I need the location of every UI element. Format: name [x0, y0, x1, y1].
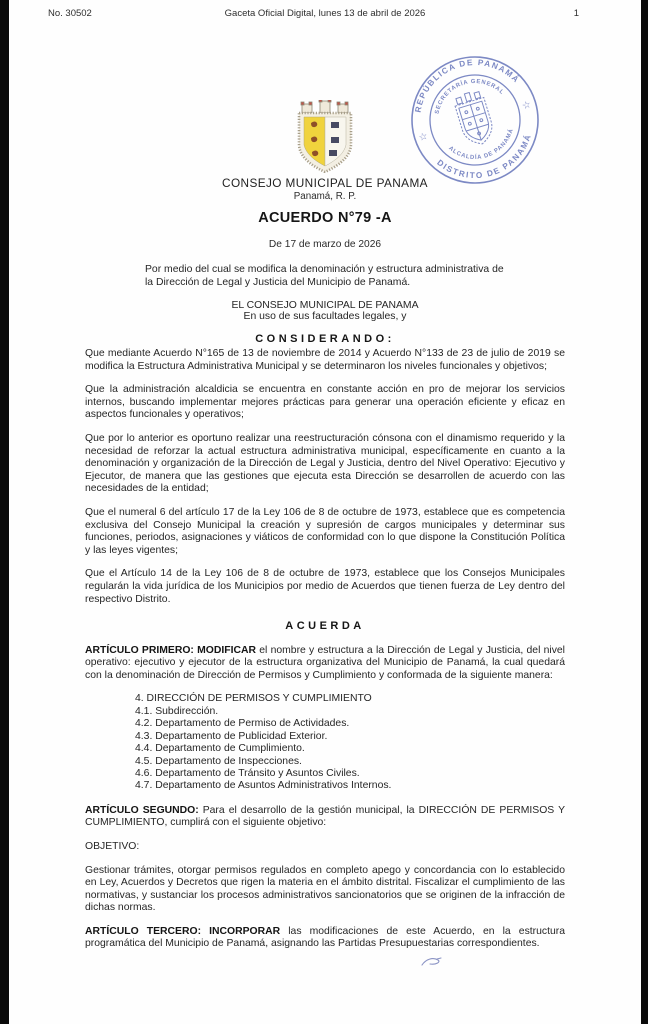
- document-page: [9, 0, 641, 1024]
- articulo-tercero: [85, 926, 565, 951]
- list-item: 4.3. Departamento de Publicidad Exterior.: [135, 730, 328, 742]
- acuerdo-title: ACUERDO N°79 -A: [258, 210, 392, 226]
- objetivo-text: Gestionar trámites, otorgar permisos regulados en completo apego y concordancia con lo establecido en Ley, Acuerdos y Decretos que rigen la materia en el ámbito distrital. Fiscalizar el cumplimiento de las normativas, y sustanciar los procesos administrativos sancionatorios que se originen de la infracción de dichas normas.: [85, 864, 565, 914]
- considerando-paragraph: Que el numeral 6 del artículo 17 de la Ley 106 de 8 de octubre de 1973, establece que es competencia exclusiva del Consejo Municipal la creación y supresión de cargos municipales y determinar sus funciones, periodos, asignaciones y viáticos de conformidad con lo que dispone la Constitución Política y las leyes vigentes;: [85, 506, 565, 556]
- coat-of-arms-icon: [295, 100, 355, 173]
- list-item: 4.1. Subdirección.: [135, 705, 219, 717]
- powers-line: En uso de sus facultades legales, y: [243, 311, 407, 322]
- document-body: [85, 348, 565, 973]
- acuerda-heading: ACUERDA: [285, 620, 365, 633]
- seal-star-right-icon: ☆: [520, 99, 533, 113]
- handwritten-initial-icon: [419, 956, 445, 968]
- list-item: 4.6. Departamento de Tránsito y Asuntos Civiles.: [135, 767, 360, 779]
- council-line: EL CONSEJO MUNICIPAL DE PANAMA: [231, 300, 419, 311]
- articulo-primero-text: el nombre y estructura a la Dirección de Legal y Justicia, del nivel operativo: ejecutivo y ejecutor de la estructura organizativa del Municipio de Panamá, la cual quedará con la denominación de Dirección de Permisos y Cumplimiento y conformada de la siguiente manera:: [85, 644, 565, 681]
- list-item: 4.4. Departamento de Cumplimiento.: [135, 743, 305, 755]
- seal-text-outer-bottom: DISTRITO DE PANAMÁ: [435, 132, 534, 181]
- title-block: [9, 210, 641, 345]
- estructura-list: [135, 693, 565, 792]
- seal-star-left-icon: ☆: [417, 130, 430, 144]
- page-number: 1: [573, 8, 579, 19]
- acuerdo-subject: Por medio del cual se modifica la denominación y estructura administrativa de la Dirección de Legal y Justicia del Municipio de Panamá.: [145, 264, 504, 288]
- letterhead: [9, 100, 641, 202]
- articulo-tercero-label: ARTÍCULO TERCERO: INCORPORAR: [85, 925, 281, 937]
- signature-row: [85, 956, 565, 973]
- gazette-title: Gaceta Oficial Digital, lunes 13 de abril de 2026: [224, 8, 426, 19]
- considerando-paragraph: Que el Artículo 14 de la Ley 106 de 8 de octubre de 1973, establece que los Consejos Municipales regularán la vida jurídica de los Municipios por medio de Acuerdos que tienen fuerza de Ley dentro del respectivo Distrito.: [85, 568, 565, 605]
- considerando-paragraph: Que por lo anterior es oportuno realizar una reestructuración cónsona con el dinamismo requerido y la necesidad de reforzar la actual estructura administrativa municipal, específicamente en cuanto a la denominación y organización de la Dirección de Legal y Justicia, dentro del Nivel Operativo: Ejecutivo y Ejecutor, de manera que las gestiones que ejecuta esta Dirección se desarrollen de acuerdo con las necesidades de la entidad;: [85, 432, 565, 495]
- articulo-segundo-label: ARTÍCULO SEGUNDO:: [85, 804, 199, 816]
- articulo-segundo-text: Para el desarrollo de la gestión municipal, la DIRECCIÓN DE PERMISOS Y CUMPLIMIENTO, cumplirá con el siguiente objetivo:: [85, 804, 565, 829]
- considerando-paragraph: Que la administración alcaldicia se encuentra en constante acción en pro de mejorar los servicios internos, buscando implementar mejores prácticas para generar una operación eficiente y eficaz en aspectos funcionales y operativos;: [85, 384, 565, 421]
- org-place: Panamá, R. P.: [293, 191, 357, 202]
- articulo-primero-label: ARTÍCULO PRIMERO: MODIFICAR: [85, 644, 256, 656]
- list-item: 4.2. Departamento de Permiso de Actividades.: [135, 718, 350, 730]
- articulo-segundo: [85, 805, 565, 830]
- seal-text-inner-bottom: ALCALDÍA DE PANAMÁ: [447, 127, 515, 162]
- considerando-heading: CONSIDERANDO:: [255, 333, 395, 345]
- gazette-number: No. 30502: [48, 8, 92, 19]
- seal-text-outer-top: REPÚBLICA DE PANAMÁ: [413, 57, 522, 114]
- list-item: 4.7. Departamento de Asuntos Administrativos Internos.: [135, 780, 392, 792]
- articulo-primero: [85, 645, 565, 683]
- org-name: CONSEJO MUNICIPAL DE PANAMA: [222, 176, 428, 190]
- articulo-tercero-text: las modificaciones de este Acuerdo, en la estructura programática del Municipio de Panamá, asignando las Partidas Presupuestarias correspondientes.: [85, 925, 565, 950]
- objetivo-label: OBJETIVO:: [85, 840, 140, 852]
- seal-text-inner-top: SECRETARÍA GENERAL: [434, 78, 505, 115]
- acuerdo-date: De 17 de marzo de 2026: [268, 239, 382, 250]
- list-item: 4.5. Departamento de Inspecciones.: [135, 755, 302, 767]
- considerando-paragraph: Que mediante Acuerdo N°165 de 13 de noviembre de 2014 y Acuerdo N°133 de 23 de julio de 2019 se modifica la Estructura Administrativa Municipal y se determinaron los niveles funcionales y objetivos;: [85, 348, 565, 372]
- list-item: 4. DIRECCIÓN DE PERMISOS Y CUMPLIMIENTO: [135, 693, 372, 705]
